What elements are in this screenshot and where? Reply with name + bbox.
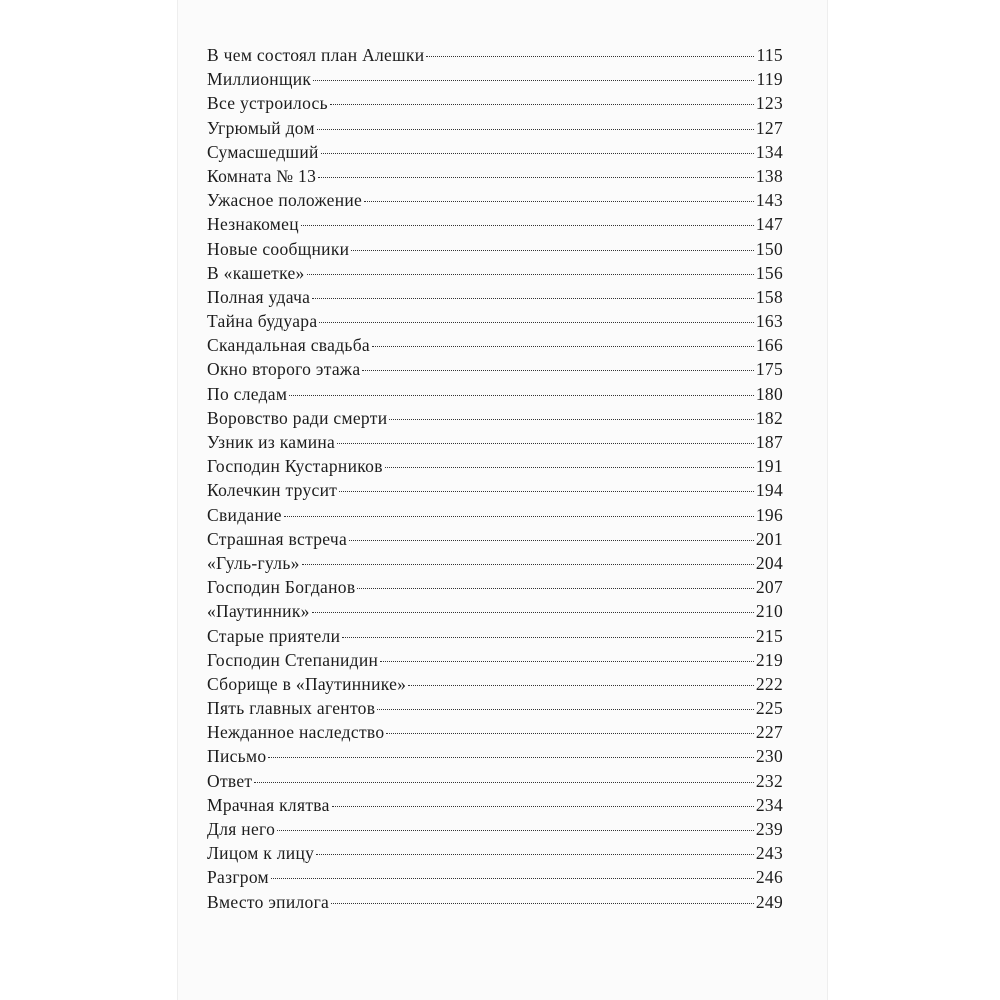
toc-entry-page-number: 158 (755, 286, 783, 307)
toc-entry-title: Незнакомец (207, 214, 299, 235)
toc-entry-page-number: 143 (755, 190, 783, 211)
toc-entry (207, 382, 783, 406)
toc-entry-title: Лицом к лицу (207, 843, 315, 864)
dot-leader (313, 80, 754, 81)
toc-entry (207, 333, 783, 357)
toc-entry (207, 478, 783, 502)
dot-leader (377, 709, 754, 710)
toc-entry-page-number: 196 (755, 504, 783, 525)
toc-entry-title: Угрюмый дом (207, 117, 315, 138)
dot-leader (408, 685, 754, 686)
toc-entry-page-number: 239 (755, 819, 783, 839)
table-of-contents (207, 43, 783, 914)
dot-leader (385, 467, 754, 468)
toc-entry-title: Пять главных агентов (207, 698, 376, 719)
dot-leader (268, 757, 753, 758)
toc-entry (207, 140, 783, 164)
toc-entry-title: Ужасное положение (207, 190, 363, 211)
toc-entry-title: Сумасшедший (207, 141, 319, 162)
toc-entry-title: Нежданное наследство (207, 722, 385, 743)
dot-leader (362, 370, 753, 371)
dot-leader (254, 782, 753, 783)
toc-entry-title: Окно второго этажа (207, 359, 361, 380)
toc-entry-page-number: 246 (755, 867, 783, 888)
dot-leader (271, 878, 754, 879)
toc-entry (207, 769, 783, 793)
dot-leader (321, 153, 754, 154)
toc-entry-title: Тайна будуара (207, 311, 318, 332)
toc-entry-page-number: 191 (755, 456, 783, 477)
toc-entry (207, 309, 783, 333)
toc-entry (207, 624, 783, 648)
toc-entry-title: Ответ (207, 770, 253, 791)
dot-leader (317, 129, 754, 130)
toc-entry-page-number: 182 (755, 407, 783, 428)
toc-entry (207, 406, 783, 430)
toc-entry-title: Письмо (207, 746, 267, 767)
toc-entry-title: Комната № 13 (207, 165, 317, 186)
dot-leader (389, 419, 753, 420)
toc-entry-page-number: 156 (755, 262, 783, 283)
toc-entry-page-number: 232 (755, 770, 783, 791)
dot-leader (319, 322, 753, 323)
toc-entry (207, 503, 783, 527)
toc-entry-page-number: 222 (755, 673, 783, 694)
toc-entry-page-number: 227 (755, 722, 783, 743)
toc-entry-title: Разгром (207, 867, 269, 888)
toc-entry (207, 648, 783, 672)
dot-leader (342, 637, 754, 638)
toc-entry-title: Господин Богданов (207, 577, 356, 598)
toc-entry-title: Скандальная свадьба (207, 335, 370, 356)
toc-entry (207, 575, 783, 599)
toc-entry-page-number: 243 (755, 843, 783, 864)
toc-entry-page-number: 180 (755, 383, 783, 404)
toc-entry (207, 817, 783, 841)
toc-entry-page-number: 138 (755, 165, 783, 186)
toc-entry-title: Господин Кустарников (207, 456, 383, 477)
toc-entry-title: Господин Степанидин (207, 649, 379, 670)
toc-entry-page-number: 123 (755, 93, 783, 114)
dot-leader (331, 903, 754, 904)
toc-entry-title: В чем состоял план Алешки (207, 45, 425, 65)
toc-entry (207, 841, 783, 865)
toc-entry-title: Сборище в «Паутиннике» (207, 673, 407, 694)
toc-entry-page-number: 225 (755, 698, 783, 719)
dot-leader (284, 516, 754, 517)
dot-leader (349, 540, 754, 541)
toc-entry (207, 696, 783, 720)
toc-entry-page-number: 215 (755, 625, 783, 646)
toc-entry-page-number: 204 (755, 552, 783, 573)
dot-leader (330, 104, 754, 105)
toc-entry-page-number: 201 (755, 528, 783, 549)
toc-entry-title: По следам (207, 383, 288, 404)
dot-leader (316, 854, 754, 855)
toc-entry-title: В «кашетке» (207, 262, 305, 283)
toc-entry (207, 793, 783, 817)
toc-entry-page-number: 219 (755, 649, 783, 670)
dot-leader (312, 612, 754, 613)
toc-entry-title: Полная удача (207, 286, 311, 307)
toc-entry (207, 744, 783, 768)
dot-leader (426, 56, 754, 57)
toc-entry-title: «Паутинник» (207, 601, 310, 622)
toc-entry-title: Узник из камина (207, 432, 336, 452)
toc-entry (207, 430, 783, 454)
dot-leader (307, 274, 754, 275)
toc-entry (207, 116, 783, 140)
toc-entry (207, 551, 783, 575)
toc-entry-title: Для него (207, 819, 276, 839)
toc-entry (207, 890, 783, 914)
dot-leader (364, 201, 754, 202)
dot-leader (312, 298, 754, 299)
toc-entry-title: Мрачная клятва (207, 794, 330, 815)
dot-leader (318, 177, 754, 178)
toc-entry-title: Миллионщик (207, 69, 312, 90)
dot-leader (332, 806, 754, 807)
toc-entry-page-number: 210 (755, 601, 783, 622)
toc-entry-page-number: 230 (755, 746, 783, 767)
toc-entry-page-number: 147 (755, 214, 783, 235)
toc-entry-page-number: 249 (755, 891, 783, 912)
toc-entry-title: Воровство ради смерти (207, 407, 388, 428)
toc-entry (207, 720, 783, 744)
toc-entry (207, 237, 783, 261)
dot-leader (289, 395, 754, 396)
toc-entry-page-number: 166 (755, 335, 783, 356)
toc-entry-title: Новые сообщники (207, 238, 350, 259)
toc-entry-title: Колечкин трусит (207, 480, 338, 501)
toc-entry-title: Страшная встреча (207, 528, 348, 549)
toc-entry (207, 672, 783, 696)
toc-entry-title: Вместо эпилога (207, 891, 330, 912)
toc-entry (207, 188, 783, 212)
toc-entry-page-number: 115 (756, 45, 783, 65)
dot-leader (351, 250, 754, 251)
toc-entry-title: Старые приятели (207, 625, 341, 646)
toc-entry (207, 261, 783, 285)
toc-entry-page-number: 234 (755, 794, 783, 815)
toc-entry (207, 527, 783, 551)
dot-leader (380, 661, 754, 662)
dot-leader (277, 830, 754, 831)
toc-entry (207, 164, 783, 188)
dot-leader (301, 225, 754, 226)
dot-leader (302, 564, 754, 565)
toc-entry-page-number: 127 (755, 117, 783, 138)
toc-entry-title: «Гуль-гуль» (207, 552, 300, 573)
toc-entry (207, 67, 783, 91)
toc-entry (207, 454, 783, 478)
toc-entry-page-number: 150 (755, 238, 783, 259)
toc-entry-page-number: 119 (756, 69, 783, 90)
dot-leader (386, 733, 753, 734)
toc-entry (207, 43, 783, 67)
dot-leader (337, 443, 754, 444)
toc-entry-page-number: 175 (755, 359, 783, 380)
toc-entry-page-number: 187 (755, 432, 783, 452)
toc-entry-page-number: 207 (755, 577, 783, 598)
toc-entry (207, 357, 783, 381)
dot-leader (372, 346, 754, 347)
toc-entry (207, 212, 783, 236)
toc-entry (207, 865, 783, 889)
toc-entry-page-number: 194 (755, 480, 783, 501)
toc-entry (207, 599, 783, 623)
toc-entry-title: Все устроилось (207, 93, 328, 114)
toc-entry (207, 91, 783, 115)
toc-entry-page-number: 163 (755, 311, 783, 332)
toc-entry (207, 285, 783, 309)
dot-leader (357, 588, 753, 589)
toc-entry-page-number: 134 (755, 141, 783, 162)
toc-entry-title: Свидание (207, 504, 282, 525)
dot-leader (339, 491, 754, 492)
